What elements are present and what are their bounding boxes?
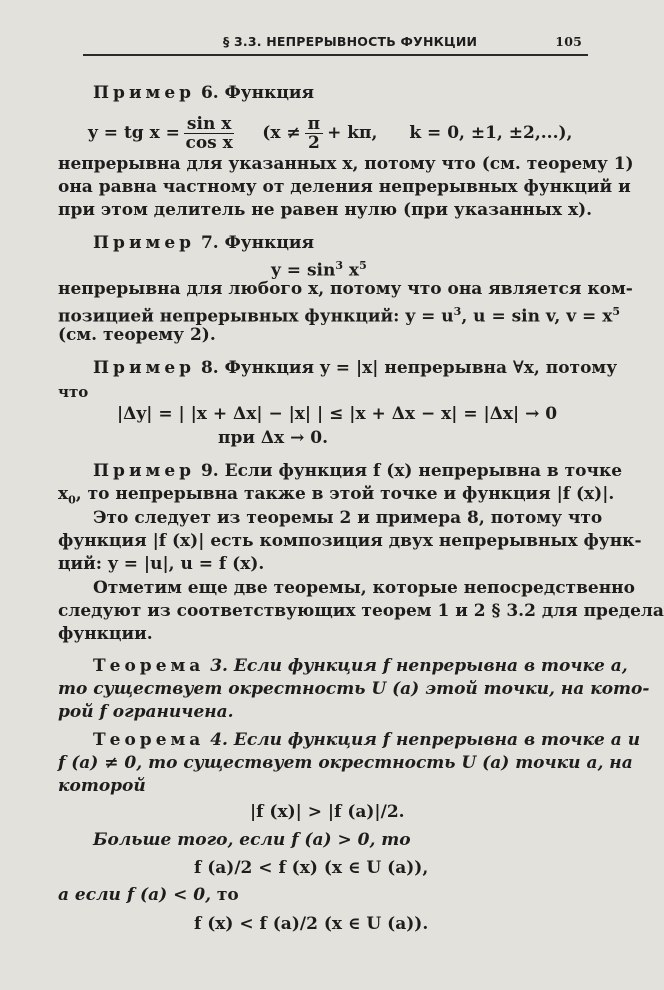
example-7-heading: Пример 7. Функция — [93, 233, 315, 253]
theorem-4-line-5: а если f (a) < 0, то — [58, 885, 239, 905]
example-7-line-2: позицией непрерывных функций: $y = u^3$, u = sin v, $v = x^5$ — [58, 305, 620, 327]
theorem-4-line-4: Больше того, если f (a) > 0, то — [93, 830, 411, 850]
example-6-line-3: при этом делитель не равен нулю (при указанных x). — [58, 200, 593, 220]
example-8-cont: что — [58, 383, 89, 401]
theorem-4-formula-3: f (x) < f (a)/2 (x ∈ U (a)). — [194, 914, 429, 934]
example-9-para-line-1: Это следует из теоремы 2 и примера 8, потому что — [93, 508, 603, 528]
paragraph-line-2: следуют из соответствующих теорем 1 и 2 § 3.2 для предела — [58, 601, 664, 621]
example-8-heading: Пример 8. Функция y = |x| непрерывна ∀x, потому — [93, 358, 618, 378]
example-6-heading: Пример 6. Функция — [93, 83, 315, 103]
page-number: 105 — [555, 34, 582, 49]
example-7-line-1: непрерывна для любого x, потому что она является ком- — [58, 279, 633, 299]
running-header — [83, 34, 588, 56]
theorem-4-formula-2: f (a)/2 < f (x) (x ∈ U (a)), — [194, 858, 429, 878]
theorem-4-line-2: f (a) ≠ 0, то существует окрестность U (a) точки a, на — [58, 753, 633, 773]
example-8-formula: |Δy| = | |x + Δx| − |x| | ≤ |x + Δx − x| = |Δx| → 0 — [117, 404, 558, 424]
example-6-line-1: непрерывна для указанных x, потому что (см. теорему 1) — [58, 154, 634, 174]
fraction-pi-2: $\frac{\pi}{2}$ — [305, 115, 323, 152]
theorem-3-line-2: то существует окрестность U (a) этой точки, на кото- — [58, 679, 650, 699]
paragraph-line-1: Отметим еще две теоремы, которые непосредственно — [93, 578, 635, 598]
theorem-4-line-1: Теорема 4. Если функция f непрерывна в точке a и — [93, 730, 641, 750]
fraction-sin-cos: $\frac{\text{sin x}}{\text{cos x}}$ — [185, 114, 233, 153]
example-9-heading: Пример 9. Если функция f (x) непрерывна в точке — [93, 461, 623, 481]
example-8-formula-cond: при Δx → 0. — [218, 428, 329, 448]
theorem-4-line-3: которой — [58, 776, 146, 796]
example-6-formula: y = tg x = $\frac{\text{sin x}}{\text{cos x}}$ (x ≠ $\frac{\pi}{2}$ + kπ, k = 0, ±1, ±2,...), — [88, 114, 573, 153]
theorem-3-line-3: рой f ограничена. — [58, 702, 234, 722]
section-title: § 3.3. НЕПРЕРЫВНОСТЬ ФУНКЦИИ — [223, 34, 478, 49]
theorem-4-formula-1: |f (x)| > |f (a)|/2. — [250, 802, 405, 822]
example-9-para-line-2: функция |f (x)| есть композиция двух непрерывных функ- — [58, 531, 642, 551]
example-7-formula: $y = \sin^3 x^5$ — [271, 259, 367, 281]
theorem-3-line-1: Теорема 3. Если функция f непрерывна в точке a, — [93, 656, 628, 676]
example-7-line-3: (см. теорему 2). — [58, 325, 216, 345]
paragraph-line-3: функции. — [58, 624, 153, 644]
example-6-line-2: она равна частному от деления непрерывных функций и — [58, 177, 631, 197]
example-9-para-line-3: ций: y = |u|, u = f (x). — [58, 554, 265, 574]
example-9-line-2: $x_0$, то непрерывна также в этой точке и функция |f (x)|. — [58, 484, 615, 507]
